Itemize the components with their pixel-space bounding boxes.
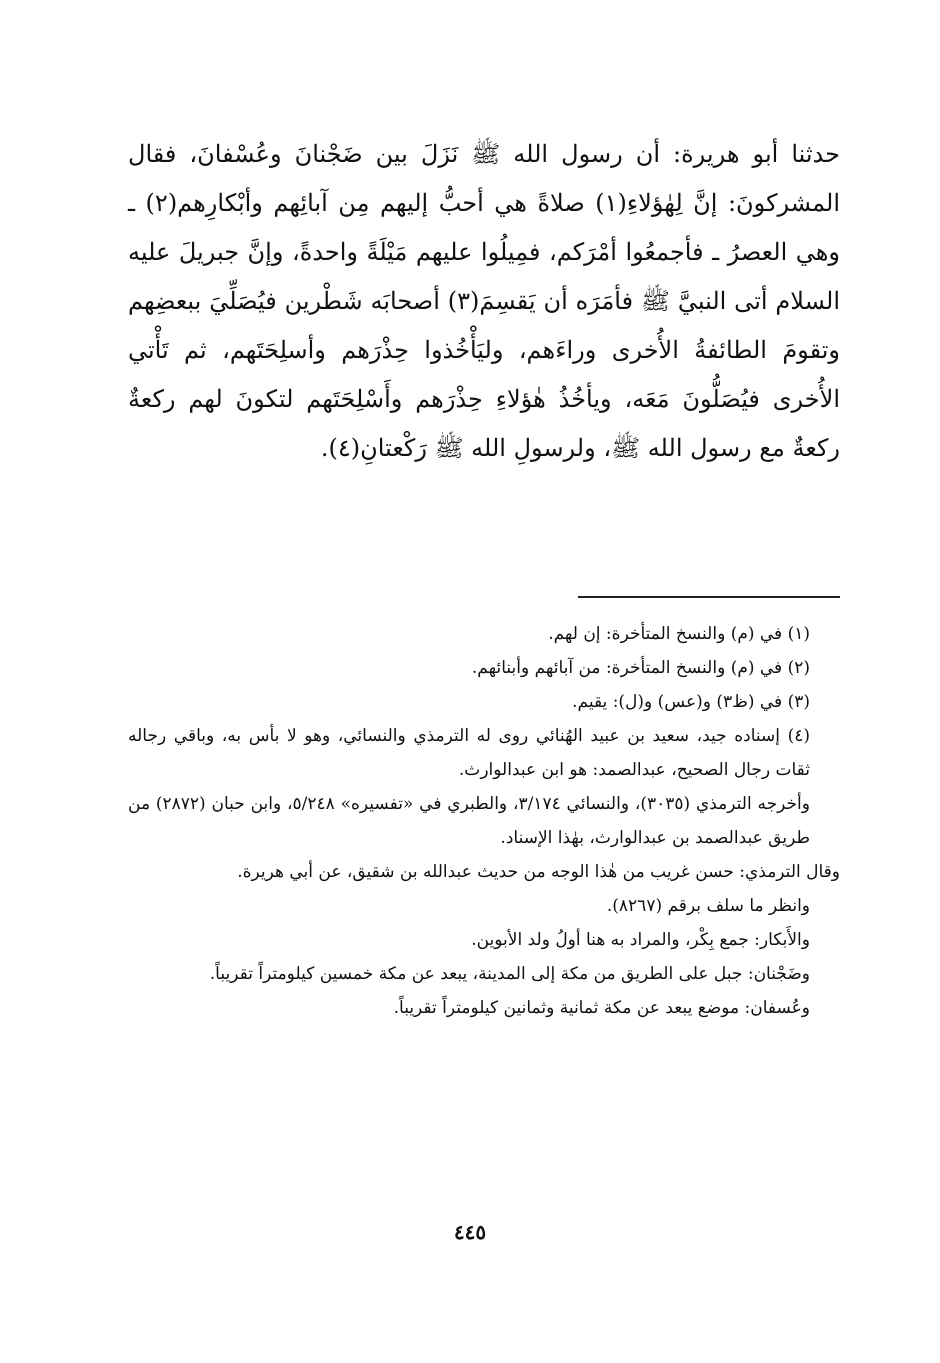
footnote-3: (٣) في (ظ٣) و(عس) و(ل): يقيم.	[572, 692, 810, 712]
footnote-2: (٢) في (م) والنسخ المتأخرة: من آبائهم وأبنائهم.	[471, 658, 810, 678]
footnote-4-takhrij: وأخرجه الترمذي (٣٠٣٥)، والنسائي ٣/١٧٤، والطبري في «تفسيره» ٥/٢٤٨، وابن حبان (٢٨٧٢) من طريق عبدالصمد بن عبدالوارث، بهٰذا الإسناد.	[128, 794, 810, 848]
footnote-separator	[578, 596, 840, 598]
footnote-4-see-also: وانظر ما سلف برقم (٨٢٦٧).	[606, 896, 810, 916]
page-number: ٤٤٥	[453, 1220, 487, 1244]
footnotes	[128, 617, 840, 1025]
main-text	[128, 130, 840, 473]
footnote-4: (٤) إسناده جيد، سعيد بن عبيد الهُنائي روى له الترمذي والنسائي، وهو لا بأس به، وباقي رجاله ثقات رجال الصحيح، عبدالصمد: هو ابن عبدالوارث.	[128, 726, 810, 780]
footnote-4-dajnan: وضَجْنان: جبل على الطريق من مكة إلى المدينة، يبعد عن مكة خمسين كيلومتراً تقريباً.	[209, 964, 810, 984]
footnote-1: (١) في (م) والنسخ المتأخرة: إن لهم.	[548, 624, 810, 644]
footnote-4-usfan: وعُسفان: موضع يبعد عن مكة ثمانية وثمانين كيلومتراً تقريباً.	[393, 998, 810, 1018]
hadith-paragraph: حدثنا أبو هريرة: أن رسول الله ﷺ نَزَلَ بين ضَجْنانَ وعُسْفانَ، فقال المشركونَ: إنَّ لِهٰؤلاءِ(١) صلاةً هي أحبُّ إليهم مِن آبائِهم وأبْكارِهم(٢) ـ وهي العصرُ ـ فأجمعُوا أمْرَكم، فمِيلُوا عليهم مَيْلَةً واحدةً، وإنَّ جبريلَ عليه السلام أتى النبيَّ ﷺ فأمَرَه أن يَقسِمَ(٣) أصحابَه شَطْرين فيُصَلِّيَ ببعضِهم وتقومَ الطائفةُ الأُخرى وراءَهم، وليَأْخُذوا حِذْرَهم وأسلِحَتَهم، ثم تَأْتي الأُخرى فيُصَلُّونَ مَعَه، ويأخُذُ هٰؤلاءِ حِذْرَهم وأَسْلِحَتَهم لتكونَ لهم ركعةٌ ركعةٌ مع رسول الله ﷺ، ولرسولِ الله ﷺ رَكْعتانِ(٤).	[128, 140, 841, 462]
footnote-4-tirmidhi: وقال الترمذي: حسن غريب من هٰذا الوجه من حديث عبدالله بن شقيق، عن أبي هريرة.	[237, 862, 840, 882]
footnote-4-abkar: والأَبكار: جمع بِكْر، والمراد به هنا أولُ ولد الأبوين.	[471, 930, 810, 950]
